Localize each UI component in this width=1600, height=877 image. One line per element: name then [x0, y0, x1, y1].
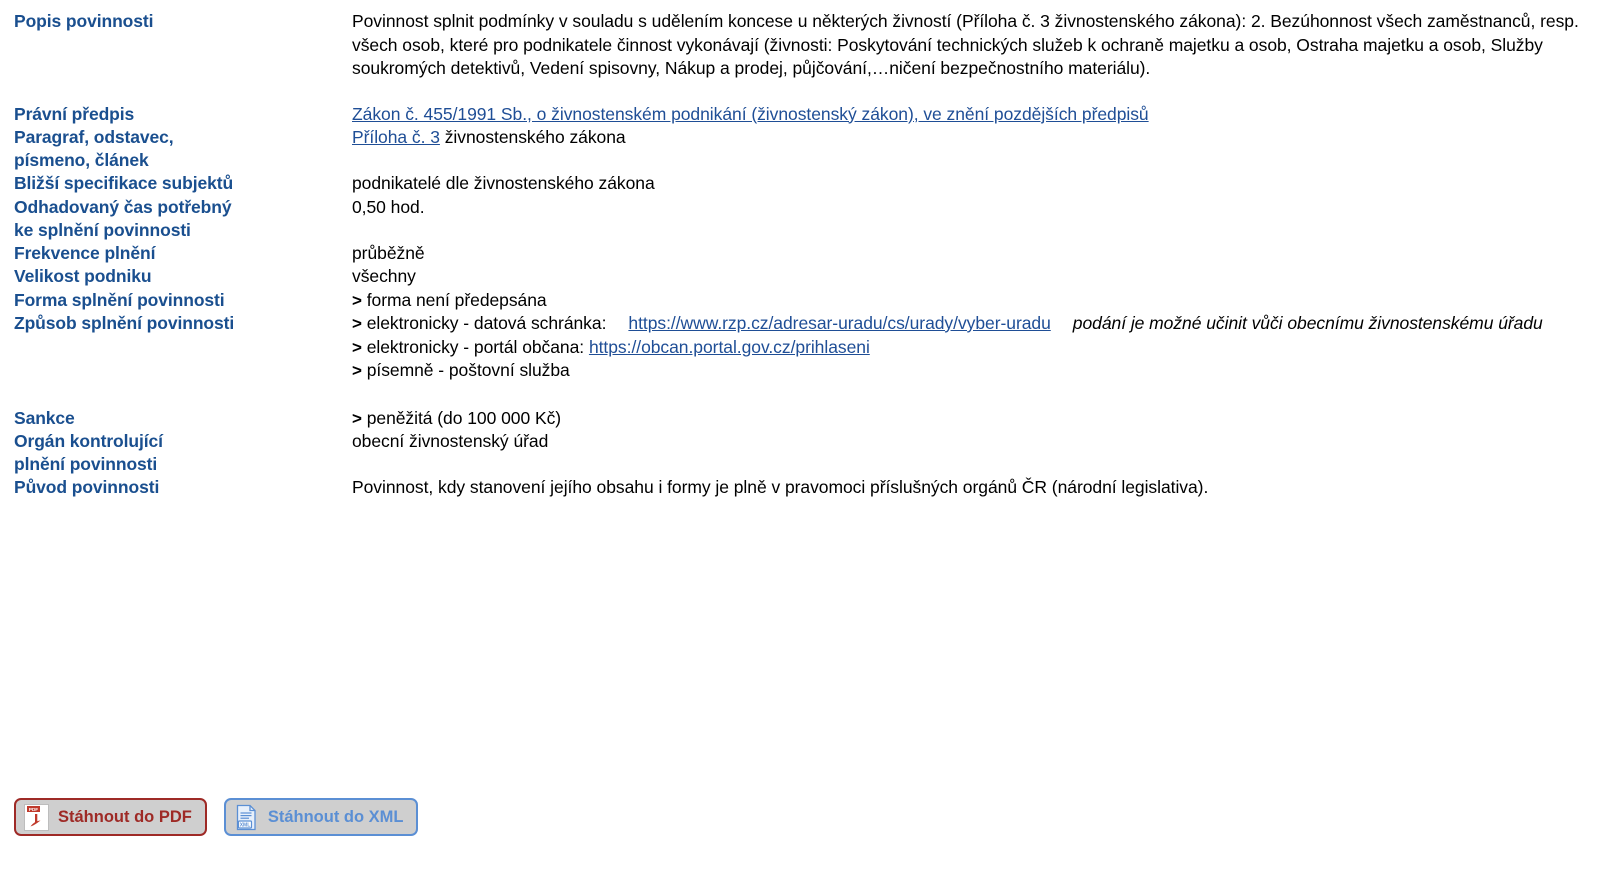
- bullet-chevron: >: [352, 337, 362, 357]
- row-value-paragraf-rest: živnostenského zákona: [439, 127, 626, 147]
- table-row-forma-splneni: [14, 289, 1582, 313]
- bullet-chevron: >: [352, 314, 362, 333]
- row-value-blizsi-specifikace: podnikatelé dle živnostenského zákona: [352, 173, 655, 193]
- row-label-organ-line2: plnění povinnosti: [14, 454, 158, 474]
- annex-link[interactable]: Příloha č. 3: [352, 127, 440, 147]
- row-value-puvod-povinnosti: Povinnost, kdy stanovení jejího obsahu i formy je plně v pravomoci příslušných orgánů ČR (národní legislativa).: [352, 477, 1209, 497]
- table-row-puvod-povinnosti: [14, 476, 1582, 500]
- row-value-sankce: [352, 407, 1582, 431]
- row-label-blizsi-specifikace: Bližší specifikace subjektů: [14, 173, 234, 193]
- row-label-pravni-predpis: Právní předpis: [14, 103, 135, 124]
- zpusob-item-note-0: podání je možné učinit vůči obecnímu živnostenskému úřadu: [1072, 313, 1543, 333]
- table-row-frekvence-plneni: [14, 242, 1582, 266]
- law-link[interactable]: Zákon č. 455/1991 Sb., o živnostenském podnikání (živnostenský zákon), ve znění pozdějších předpisů: [352, 103, 1149, 124]
- zpusob-item-text-2: písemně - poštovní služba: [366, 360, 570, 380]
- row-value-sankce-text: peněžitá (do 100 000 Kč): [366, 407, 562, 428]
- table-row-pravni-predpis: [14, 103, 1582, 127]
- row-label-organ-kontrolujici: [14, 430, 352, 476]
- xml-file-icon: [234, 804, 259, 831]
- row-label-frekvence-plneni: Frekvence plnění: [14, 242, 156, 263]
- portal-obcana-url-link[interactable]: https://obcan.portal.gov.cz/prihlaseni: [588, 336, 870, 357]
- table-row-popis-povinnosti: [14, 10, 1582, 103]
- download-button-bar: [14, 798, 418, 836]
- row-label-forma-splneni: Forma splnění povinnosti: [14, 289, 225, 310]
- row-label-organ-line1: Orgán kontrolující: [14, 431, 163, 451]
- table-row-zpusob-splneni: [14, 312, 1582, 407]
- row-value-popis-povinnosti: Povinnost splnit podmínky v souladu s udělením koncese u některých živností (Příloha č. 3 živnostenského zákona): 2. Bezúhonnost všech zaměstnanců, resp. všech osob, které pro podnikatele činnost vykonávají (živnosti: Poskytování technických služeb k ochraně majetku a osob, Ostraha majetku a osob, Služby soukromých detektivů, Vedení spisovny, Nákup a prodej, půjčování,…ničení bezpečnostního materiálu).: [352, 11, 1579, 78]
- row-label-paragraf-line1: Paragraf, odstavec,: [14, 127, 174, 147]
- bullet-chevron: >: [352, 290, 362, 310]
- table-row-odhadovany-cas: [14, 196, 1582, 242]
- row-label-paragraf-line2: písmeno, článek: [14, 150, 149, 170]
- row-label-odhadovany-cas-line2: ke splnění povinnosti: [14, 219, 191, 240]
- svg-text:XML: XML: [239, 822, 251, 829]
- row-value-odhadovany-cas: 0,50 hod.: [352, 196, 425, 217]
- row-label-odhadovany-cas: [14, 196, 352, 242]
- row-value-zpusob-splneni: [352, 312, 1582, 407]
- svg-text:PDF: PDF: [28, 806, 39, 812]
- table-row-paragraf: [14, 126, 1582, 172]
- row-label-popis-povinnosti: Popis povinnosti: [14, 11, 154, 31]
- pdf-file-icon: [24, 804, 49, 831]
- row-label-sankce: Sankce: [14, 407, 75, 428]
- table-row-organ-kontrolujici: [14, 430, 1582, 476]
- row-label-odhadovany-cas-line1: Odhadovaný čas potřebný: [14, 196, 232, 217]
- download-xml-label: Stáhnout do XML: [267, 807, 404, 826]
- row-value-pravni-predpis: [352, 103, 1582, 127]
- row-value-forma-splneni-text: forma není předepsána: [366, 289, 547, 310]
- download-pdf-label: Stáhnout do PDF: [58, 807, 192, 826]
- download-xml-button[interactable]: [224, 798, 419, 836]
- table-row-velikost-podniku: [14, 265, 1582, 289]
- zpusob-item-text-1: elektronicky - portál občana:: [366, 336, 585, 357]
- row-label-puvod-povinnosti: Původ povinnosti: [14, 477, 160, 497]
- download-pdf-button[interactable]: [14, 798, 207, 836]
- rzp-url-link[interactable]: https://www.rzp.cz/adresar-uradu/cs/urady/vyber-uradu: [628, 313, 1051, 333]
- row-label-paragraf: [14, 126, 352, 172]
- row-value-velikost-podniku: všechny: [352, 266, 416, 286]
- row-value-forma-splneni: [352, 289, 1582, 313]
- bullet-chevron: >: [352, 361, 362, 380]
- row-label-velikost-podniku: Velikost podniku: [14, 266, 152, 286]
- row-value-organ-kontrolujici: obecní živnostenský úřad: [352, 431, 549, 451]
- row-label-zpusob-splneni: Způsob splnění povinnosti: [14, 313, 235, 333]
- obligation-detail-table: [14, 10, 1582, 500]
- zpusob-item-text-0: elektronicky - datová schránka:: [366, 313, 607, 333]
- table-row-blizsi-specifikace: [14, 172, 1582, 196]
- bullet-chevron: >: [352, 408, 362, 428]
- row-value-paragraf: [352, 126, 1582, 172]
- table-row-sankce: [14, 407, 1582, 431]
- row-value-frekvence-plneni: průběžně: [352, 242, 425, 263]
